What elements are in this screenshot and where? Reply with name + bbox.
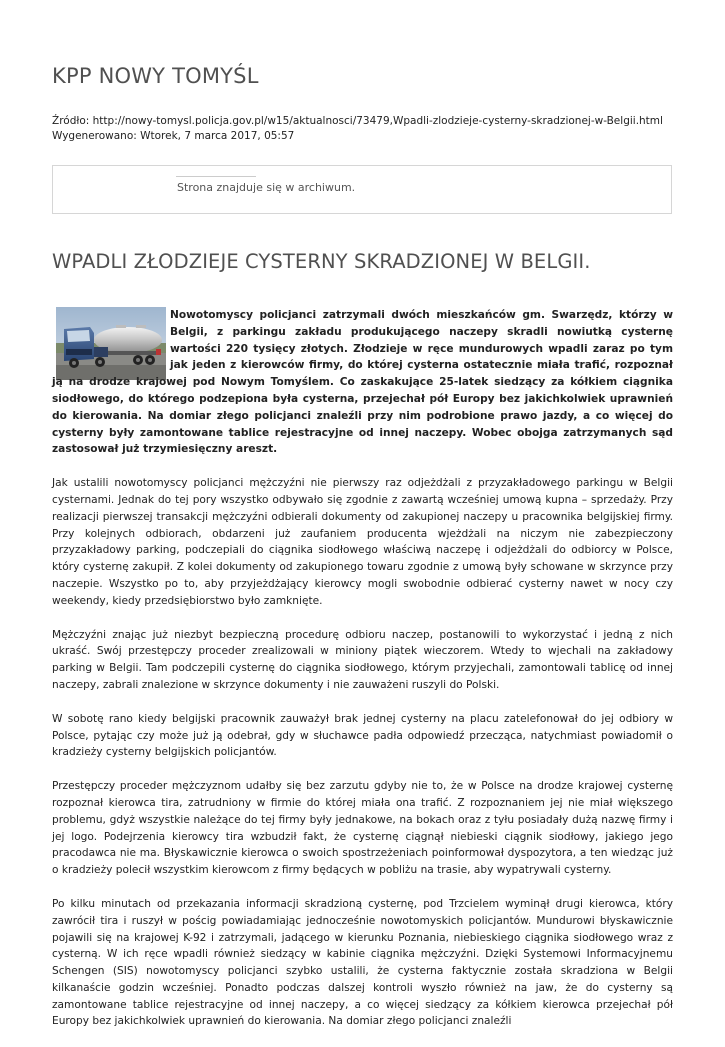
source-url: Źródło: http://nowy-tomysl.policja.gov.pl/w15/aktualnosci/73479,Wpadli-zlodzieje-cysterny-skradzionej-w-Belgii.html	[52, 115, 663, 127]
article-title: WPADLI ZŁODZIEJE CYSTERNY SKRADZIONEJ W BELGII.	[52, 250, 591, 273]
archive-divider	[176, 176, 256, 177]
article-lead: Nowotomyscy policjanci zatrzymali dwóch mieszkańców gm. Swarzędz, którzy w Belgii, z parkingu zakładu produkującego naczepy skradli nowiutką cysternę wartości 220 tysięcy złotych. Złodzieje w ręce mundurowych wpadli zaraz po tym jak jeden z kierowców firmy, do której cysterna ostatecznie miała trafić, rozpoznał ją na drodze krajowej pod Nowym Tomyślem. Co zaskakujące 25-latek siedzący za kółkiem ciągnika siodłowego, do którego podzepiona była cysterna, przejechał pół Europy bez jakichkolwiek uprawnień do kierowania. Na domiar złego policjanci znaleźli przy nim podrobione prawo jazdy, a co więcej do cysterny były zamontowane tablice rejestracyjne od innej naczepy. Wobec obojga zatrzymanych sąd zastosował już trzymiesięczny areszt.	[52, 309, 673, 456]
archive-notice-box	[52, 165, 672, 214]
generated-date: Wygenerowano: Wtorek, 7 marca 2017, 05:57	[52, 130, 295, 142]
article-paragraph-3: W sobotę rano kiedy belgijski pracownik zauważył brak jednej cysterny na placu zatelefonował do jej odbiory w Polsce, pytając czy może już ją odebrał, gdy w słuchawce padła odpowiedź przecząca, natychmiast powiadomił o kradzieży cysterny belgijskich policjantów.	[52, 712, 673, 759]
archive-notice: Strona znajduje się w archiwum.	[177, 181, 356, 194]
site-title: KPP NOWY TOMYŚL	[52, 64, 259, 88]
article-body	[52, 307, 673, 1047]
image-spacer	[52, 307, 170, 373]
article-paragraph-5: Po kilku minutach od przekazania informacji skradzioną cysternę, pod Trzcielem wyminął drugi kierowca, który zawrócił tira i ruszył w pościg powiadamiając jednocześnie nowotomyskich policjantów. Mundurowi błyskawicznie pojawili się na krajowej K-92 i zatrzymali, jadącego w kierunku Poznania, niebieskiego ciągnika siodłowego wraz z cysterną. W ich ręce wpadli również siedzący w kabinie ciągnika mężczyźni. Dzięki Systemowi Informacyjnemu Schengen (SIS) nowotomyscy policjanci szybko ustalili, że cysterna faktycznie została skradziona w Belgii kilkanaście godzin wcześniej. Ponadto podczas dalszej kontroli wyszło również na jaw, że do cysterny są zamontowane tablice rejestracyjne od innej naczepy, a co więcej siedzący za kółkiem kierowca przejechał pół Europy bez jakichkolwiek uprawnień do kierowania. Na domiar złego policjanci znaleźli	[52, 897, 673, 1028]
document-meta	[52, 114, 663, 144]
article-paragraph-1: Jak ustalili nowotomyscy policjanci mężczyźni nie pierwszy raz odjeżdżali z przyzakładowego parkingu w Belgii cysternami. Jednak do tej pory wszystko odbywało się zgodnie z zawartą wcześniej umową kupna – sprzedaży. Przy realizacji pierwszej transakcji mężczyźni odbierali dokumenty od zakupionej naczepy u pracownika belgijskiej firmy. Przy kolejnych odbiorach, obdarzeni już zaufaniem producenta wjeżdżali na niczym nie zabezpieczony przyzakładowy parking, podczepiali do ciągnika siodłowego właściwą naczepę i odjeżdżali do odbiorcy w Polsce, który cysternę zakupił. Z kolei dokumenty od zakupionego towaru zgodnie z umową były schowane w skrzynce przy naczepie. Wszystko po to, aby przyjeżdżający kierowcy mogli swobodnie odbierać cysterny nawet w nocy czy weekendy, kiedy przedsiębiorstwo było zamknięte.	[52, 477, 673, 607]
article-paragraph-2: Mężczyźni znając już niezbyt bezpieczną procedurę odbioru naczep, postanowili to wykorzystać i jedną z nich ukraść. Swój przestępczy proceder zrealizowali w miniony piątek wieczorem. Wtedy to wjechali na zakładowy parking w Belgii. Tam podczepili cysternę do ciągnika siodłowego, którym przyjechali, zamontowali tablicę od innej naczepy, zabrali znalezione w skrzynce dokumenty i nie zauważeni ruszyli do Polski.	[52, 628, 673, 691]
article-paragraph-4: Przestępczy proceder mężczyznom udałby się bez zarzutu gdyby nie to, że w Polsce na drodze krajowej cysternę rozpoznał kierowca tira, zatrudniony w firmie do której miała ona trafić. Z rozpoznaniem jej nie miał większego problemu, gdyż wszystkie należące do tej firmy były jednakowe, na bokach oraz z tyłu posiadały dużą nazwę firmy i jej logo. Podejrzenia kierowcy tira wzbudził fakt, że cysternę ciągnął niebieski ciągnik siodłowy, jakiego jego pracodawca nie ma. Błyskawicznie kierowca o swoich spostrzeżeniach poinformował dyspozytora, a ten wiedząc już o kradzieży polecił wszystkim kierowcom z firmy będących w pobliżu na trasie, aby wypatrywali cysterny.	[52, 780, 673, 877]
